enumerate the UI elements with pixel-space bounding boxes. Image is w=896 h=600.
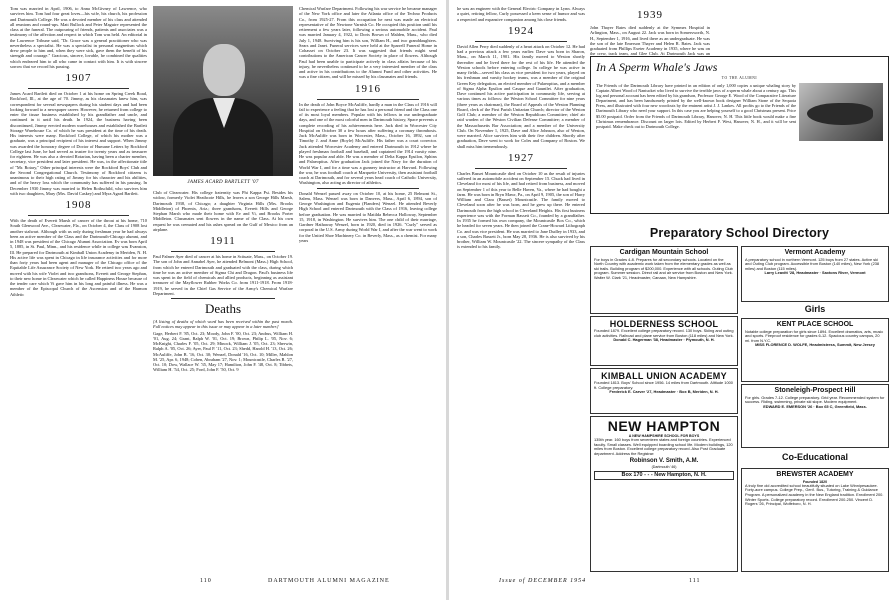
ad-signature: MISS FLORENCE D. WOLFE, Headmistress, Summit, New Jersey	[755, 342, 875, 348]
class-year-heading: 1924	[508, 24, 534, 37]
divider	[171, 298, 275, 299]
directory-title: Preparatory School Directory	[649, 226, 830, 240]
photo-caption: JAMES ACARD BARTLETT '07	[187, 180, 259, 185]
ad-signature-note: (Dartmouth '46)	[651, 464, 677, 469]
ad-signature: Robinson V. Smith, A.M.	[629, 457, 699, 464]
ad-title: KENT PLACE SCHOOL	[776, 321, 854, 328]
class-year-heading: 1907	[65, 72, 92, 84]
ad-text: Notable college preparation for girls since 1894. Excellent dramatics, arts, music and sports. Fireproof residence for grades 6-12. Spacious country campus, 20 mi. from N.Y.C.	[745, 328, 884, 343]
page-number: 111	[689, 578, 701, 584]
ad-signature: EDWARD E. EMERSON '26 · Box 65 C, Greenfield, Mass.	[763, 403, 867, 409]
text-block: James Acard Bartlett died on October 1 at his home on Spring Creek Road, Rockford, Ill., at the age of 70. Jimmy, as his classmates knew him, was correspondent for several newspapers during his student days and had been looking forward to a newspaper career. However, he returned from college to enter the tissue business established by his grandfather and uncle, and continued in it until his death. In 1924, the business having been discontinued, Jimmy erected modern warehouses and established the Bartlett Storage Warehouse Co. of which he was president at the time of his death. His interests were many. Rockford College, of which his mother was a graduate, was a principal recipient of his interest and support. When Jimmy was awarded the honorary degree of Doctor of Humane Letters by Rockford College last June, he had served as trustee for twenty years and as treasurer for eighteen. He was also a devoted Rotarian, having been a charter member, secretary, vice president and later president. He was, in the affectionate title of "Mr. Rotary," Other principal interests were the Rockford Boys' Club and the Second Congregational Church. Testimony of Rockford citizens is unanimous to their high rating of Jimmy for his character and his abilities, and of the heavy loss which the community has suffered in his passing. In December 1930 Jimmy was married to Helen Rothschild, who survives him with two daughters, Mary (Mrs. David Caskey) and Myra Agard Bartlett.	[10, 91, 147, 196]
cardigan-ad	[590, 246, 738, 314]
ad-title: NEW HAMPTON	[607, 418, 721, 434]
deaths-heading: Deaths	[204, 301, 242, 316]
class-year-heading: 1916	[355, 82, 381, 95]
deaths-list: Gage, Herbert F. '85, Oct. 23; Moody, John F. '00, Oct. 23; Andrus, William H. '01, Aug. 24; Grant, Ralph W. '01, Oct. 19; Brown, Philip L. '05, Nov. 6; McKnight, Charles F. '05, Oct. 29; Minock, William J. '05, Oct. 23; Sherwin, Ralph A. '05, Oct. 26; Ayer, Paul P. '11, Oct. 23; Shedd, Harold H. '13, Oct. 26; McAuliffe, John B. '16, Oct. 30; Wenzel, Donald '16, Oct. 10; Miller, Mahlon M. '25, Apr. 6, 1948; Cohen, Abraham '27, Nov. 1; Mountcastle, Charles B. '27, Oct. 10; Dow, Wallace W. '35, May 17; Hamilton, John F. '48, Oct. 8; Tibbets, William H. '54, Oct. 25; Ford, John F. '50, Oct. 9	[153, 330, 293, 373]
ad-signature: Donald C. Hagerman '38, Headmaster · Plymouth, N. H.	[613, 337, 715, 343]
text-block: In the death of John Boyce McAuliffe, hardly a man in the Class of 1916 will fail to experience a feeling that he has lost a personal friend and the Class one of its most loyal members. Popular with his fellows in our undergraduate days, and one of the most colorful men in Dartmouth history, Space prevents a complete recording of his achievements here. Jack died in Worcester City Hospital on October 30 a few hours after suffering a coronary thrombosis. Jack McAuliffe was born in Worcester, Mass., October 16, 1892, son of Timothy J. and Anne (Boyle) McAuliffe. His father was a court corrector. Jack attended Worcester Academy and entered Dartmouth in 1912 where he played freshman football and baseball, and captained the 1914 varsity nine. He was popular and able. He was a member of Delta Kappa Epsilon, Sphinx and Palaeopitus. After graduation Jack joined the Navy for the duration of World War I, and for a time was a gunnery instructor at Harvard. Following the war, he was football coach at Marquette University, then assistant football coach at Dartmouth, and for several years head coach of Catholic University, Washington, also acting as director of athletics.	[299, 101, 437, 186]
photo-head	[203, 44, 245, 96]
left-column-3	[299, 6, 437, 572]
right-page	[449, 0, 896, 600]
ad-title: Cardigan Mountain School	[619, 249, 709, 256]
ad-text: Founded 1879. Excellent college preparatory record. 130 boys. Skiing and outing club activities. Railroad and plane service from Boston (118 miles) and New York.	[594, 328, 734, 338]
kimball-ad	[590, 368, 738, 414]
text-block: Club of Clearwater. His college fraternity was Phi Kappa Psi. Besides his widow, formerly Violet Heathcote Hills, he leaves a son George Hills Marsh, Dartmouth 1938, of Chicago; a daughter Virginia Hills (Mrs. Brooks Middleton) of Phoenix, Ariz.; three grandsons, Everett Hills and George Stephan Marsh who made their home with Ev and Vi, and Brooks Porter Middleton. Classmates sent flowers in the name of the Class. At his own request he was cremated and his ashes spread on the Gulf of Mexico from an airplane.	[153, 190, 293, 232]
divider	[475, 168, 567, 169]
left-column-1	[10, 6, 147, 572]
ad-text: For girls. Grades 7-12. College preparatory. Grid year. Recommended system for success. Riding, swimming, private ski slope. Modern equipment.	[745, 394, 885, 405]
divider	[317, 99, 419, 100]
new-hampton-ad	[590, 416, 738, 572]
text-block: Tom was married in April, 1906, to Anna McGivney of Lawrence, who survives him. Tom had four great loves—his wife, his church, his profession and Dartmouth College. He was a devoted member of his class and attended all reunions and round-ups. Matt Bullock and Peter Maguire represented the class at the funeral. The outpouring of friends, patients and associates was a testimony of the affection and respect in which Tom was held. An editorial in the Lawrence Tribune said, "Dr. Grace was a general practitioner who was nevertheless a specialist. He was a specialist in personal magnetism which drew people to him and, when they were sick, gave them the benefit of his strength and courage." Gracious, sincere, lovable, he combined the qualities which endeared him to all who came in contact with him. It is with sincere sorrow that we record his passing.	[10, 6, 147, 69]
text-block: Paul Palmer Ayer died of cancer at his home in Scituate, Mass., on October 19. The son of John and Annabel Ayer, he attended Belmont (Mass.) High School, from which he entered Dartmouth and graduated with the class, during which time he was an active member of Sigma Chi and Dragon. Paul's business life was spent in the field of chemicals and allied products, beginning as assistant treasurer of the Mayflower Rubber Works Co. from 1911-1918. From 1918-1919, he served in the Chief Gas Service of the Army's Chemical Warfare Department.	[153, 254, 293, 296]
ad-title: HOLDERNESS SCHOOL	[609, 319, 719, 329]
ad-text: A preparatory school in northern Vermont. 125 boys from 27 states. Active ski and Outing Club program. Accessible from Boston (140 miles), New York (238 miles) and Boston (115 miles).	[745, 256, 880, 271]
right-column-1	[457, 6, 585, 572]
ad-tagline: A NEW HAMPSHIRE SCHOOL FOR BOYS	[628, 434, 700, 438]
left-column-2	[153, 190, 293, 572]
right-column-3-top	[715, 6, 889, 54]
portrait-photo	[153, 6, 293, 176]
text-block: John Thayer Bates died suddenly at the Symmes Hospital in Arlington, Mass., on August 22. Jack was born in Somersworth, N. H., September 1, 1916, and lived there as an undergraduate. He was the son of the late Emerson Thayer and Helen R. Bates. Jack was graduated from Phillips Exeter Academy in 1935, where he was on the crew, track team, and Glee Club. At Dartmouth Jack was an	[590, 25, 710, 56]
ad-title: Vermont Academy	[784, 249, 846, 256]
ad-text: A truly fine old accredited school beautifully situated on Lake Winnipesaukee. Forty-acre campus. College Prep., Gen'l. Bus., Tutoring, Training & Guidance Program. A personalized academy in the New England tradition. Enrollment 200. Winter Sports. College preparatory record. Enrollment 200-250. Vincent D. Rogers '26, Principal, Wolfeboro, N. H.	[745, 482, 884, 507]
divider	[171, 251, 275, 252]
stoneleigh-ad	[741, 384, 889, 448]
whale-illustration	[799, 83, 883, 141]
ad-text: For boys in Grades 4-8. Prepares for all secondary schools. Located on the North Country with academic work taken from the elementary grades as well as ski trails. Building program of $200,000. Experience with all schools. Outing Club program. Summer session. Direct rail and air service from Boston and New York. Walter W. Clark '21, Headmaster, Canaan, New Hampshire.	[594, 256, 733, 280]
text-block: With the death of Everett Marsh of cancer of the throat at his home, 710 South Glenwood Ave., Clearwater, Fla., on October 4, the Class of 1908 lost another stalwart. Although with us only during freshman year he had always been an active member of the Class and the Dartmouth-Chicago alumni, and in 1948 was president of the Chicago Alumni Association. Ev was born April 5, 1885, in St. Paul, Minn., and his residence while in college was Evanston, Ill. He prepared for Dartmouth at Kimball Union Academy in Meriden, N. H. His active life was spent in Chicago in life insurance activities and for more than forty years had been agent and manager of the Chicago office of the Equitable Life Assurance Society of New York. He retired two years ago and moved with his wife Violet and two grandsons, Everett and George Stephan, to their new home in Clearwater which he called Happiness House because of the tender care which Vi gave him in his long and painful illness. He was a member of the Episcopal Church of the Ascension and of the Harmon Athletic	[10, 218, 147, 297]
whale-shape	[807, 103, 873, 125]
divider	[28, 88, 129, 89]
text-block: Chemical Warfare Department. Following his war service he became manager of the New York office and later the Atlanta office of the Techno Products Co., from 1925-27. From this occupation he next was made an electrical representative of the Newtone Varnish Co. He occupied this position until his retirement a few years later, following a serious automobile accident. Paul was married January 4, 1922, to Doris Brown of Malden, Mass., who died July 1, 1948. Surviving him is his son, William H., and two granddaughters. Sears and Janet. Funeral services were held at the Sparrell Funeral Home in Cohasset on October 23. It was suggested that friends might send contributions to the American Cancer Society in place of flowers. Although Paul had been unable to participate actively in class affairs because of his injury, he nevertheless continued to be a very interested member of the class and active in his contributions to the Alumni Fund and other activities. He was a fine citizen, and will be missed by his classmates and friends.	[299, 6, 437, 80]
sperm-whale-title: In A Sperm Whale's Jaws	[596, 60, 718, 74]
ad-text: 135th year. 160 boys from seventeen states and foreign countries. Experienced faculty. Small classes. Well equipped boarding school life. Modern buildings, 120 miles from Boston. Excellent college preparatory record. Also Post Graduate department. Address the Registrar:	[594, 437, 733, 457]
text-block: he was an engineer with the General Electric Company in Lynn. Always a quiet, retiring fellow, Curly possessed a keen sense of humor and was a respected and expansive companion among his close friends.	[457, 6, 585, 22]
text-block: Charles Basset Mountcastle died on October 10 as the result of injuries suffered in an automobile accident on September 15. Chuck had lived in Cleveland for most of his life, and had retired from business, and moved on September 1 of this year to Belle Haven, Va., where he had bought a farm. He was born in Bryn Mawr, Pa., on April 9, 1905, the son of Harry William and Clara (Basset) Mountcastle. The family moved to Cleveland soon after he was born, and he grew up there. He entered Dartmouth from the high school in Cleveland Heights. His first business experience was with the Forman Bassett Co., founded by a grandfather. In 1935 he formed his own company, the Mountcastle Box Co., which he headed for seven years. He then joined the Crane-Howard Lithograph Co. and was vice president. He was married to Jane Dudley in 1933, and a son, Charles Bassett Jr., born May 28, 1936. He is also survived by his brother, William W. Mountcastle '22. The sincere sympathy of the Class is extended to his family.	[457, 170, 585, 250]
ad-address: Box 170 - - - New Hampton, N. H.	[594, 471, 734, 480]
text-block: David Allen Perry died suddenly of a heart attack on October 12. He had had a previous attack a few years earlier. Dave was born in Sharon, Mass., on March 11, 1901. His family moved to Weston shortly thereafter and he lived there for the rest of his life. He attended the Weston schools before entering college. In college he was active in many fields—served his class as vice president for two years, played on his freshman and varsity hockey teams, was a member of the original Green Key delegation, an elected member of Palaeopitus, and a member of Sigma Alpha Epsilon and Casque and Gauntlet. After graduation, Dave continued his active participation in community life, serving at various times as follows: the Weston School Committee for nine years (three years as chairman), the Board of Appeals of the Weston Planning Board, clerk of the First Parish Unitarian Church; director of the Weston Golf Club; a member of the Weston Republican Committee; chief air raid warden of the Weston Civilian Defense Committee; a member of the Massachusetts Bar Association; and a member of the University Club. On November 1, 1925, Dave and Alice Johnson, also of Weston, were married. Alice survives him with their five children. Shortly after graduation, Dave went to work for Coles and Company of Boston. We shall miss him tremendously.	[457, 43, 585, 149]
class-year-heading: 1908	[65, 199, 92, 211]
ad-signature: Larry Leavitt '28, Headmaster · Saxtons River, Vermont	[764, 270, 866, 276]
vermont-ad	[741, 246, 889, 302]
ad-founded: Founded 1820	[802, 479, 828, 484]
page-number: 110	[200, 578, 212, 584]
magazine-title: DARTMOUTH ALUMNI MAGAZINE	[268, 578, 390, 584]
deaths-note: [A listing of deaths of which word has been received within the past month. Full notices may appear in this issue or may appear in a later number.]	[153, 319, 293, 330]
ad-title: Stoneleigh-Prospect Hill	[774, 387, 856, 394]
girls-section-label: Girls	[804, 304, 826, 314]
ad-text: Founded 1813. Boys' School since 1956. 14 miles from Dartmouth. Altitude 1000 ft. College preparatory.	[594, 380, 733, 390]
coed-section-label: Co-Educational	[781, 452, 848, 462]
divider	[317, 188, 419, 189]
sperm-whale-text: The Friends of the Dartmouth Library have printed in an edition of only 1,000 copies a unique whaling story by Captain Albert Wood of Nantucket who lived to survive the terrible jaws of a sperm whale about a century ago. This log and personal account has been edited by his grandson, Professor George E. Wood of the Comparative Literature Department, and has been handsomely printed by the well-known book designer William Stone of the Sequoia Press, and illustrated with four new woodcuts by the eminent artist J. J. Lankes. All profits go to the Friends of the Dartmouth Library who need your support. In this case you are helping yourself to a good Christmas present. Price $5.00 postpaid. Order from the Friends of Dartmouth Library, Hanover, N. H. This little book would make a fine Christmas remembrance. Discount on larger lots. Edited by Herbert F. West, Hanover, N. H., and it will be sent postpaid. Make check out to Dartmouth College.	[596, 83, 796, 129]
class-year-heading: 1911	[210, 235, 236, 247]
sperm-whale-subtitle: TO THE ALUMNI	[721, 76, 758, 80]
issue-date: Issue of DECEMBER 1954	[499, 578, 587, 584]
ad-title: BREWSTER ACADEMY	[776, 471, 854, 478]
ad-title: KIMBALL UNION ACADEMY	[601, 371, 727, 381]
left-page	[0, 0, 447, 600]
ad-signature: Frederick E. Carver '27, Headmaster · Box B, Meriden, N. H.	[609, 389, 719, 395]
right-column-2-top	[590, 6, 710, 56]
class-year-heading: 1927	[508, 151, 534, 164]
brewster-ad	[741, 468, 889, 572]
kent-place-ad	[741, 318, 889, 382]
divider	[475, 41, 567, 42]
class-year-heading: 1939	[637, 9, 663, 21]
divider	[28, 215, 129, 216]
text-block: Donald Wenzel passed away on October 10, at his home, 25 Belmont St., Salem, Mass. Wenzel was born in Danvers, Mass., April 6, 1894, son of George Washington and Eugenia (Flanders) Wenzel. He attended Beverly High School and entered Dartmouth with the Class of 1916, leaving college before graduation. He was married to Matilda Rebecca Holloway, September 15, 1918, in Washington. He survives him. The one child of their marriage, Gardner Hathaway Wenzel, born in 1920, died in 1926. "Curly" served as corporal in the U.S. Army during World War I, and after the war went to work for the United Shoe Machinery Co. in Beverly, Mass., as a chemist. For many years	[299, 190, 437, 243]
holderness-ad	[590, 316, 738, 366]
sperm-whale-ad	[590, 56, 889, 214]
